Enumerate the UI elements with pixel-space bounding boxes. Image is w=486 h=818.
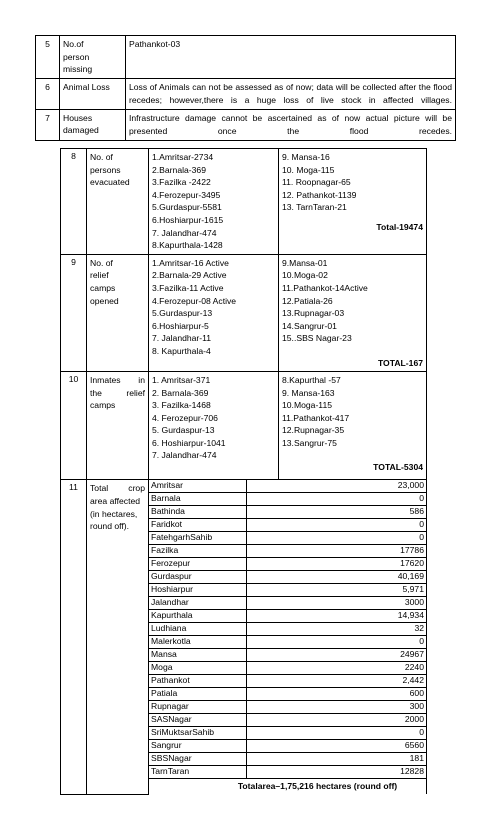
list-item: 3.Fazilka -2422 <box>152 177 211 188</box>
table-row <box>36 109 456 140</box>
row-label-line: relief <box>90 270 109 281</box>
row-detail: Pathankot-03 <box>126 36 456 79</box>
row-total: TOTAL-167 <box>377 357 423 368</box>
district-value: 3000 <box>246 597 426 610</box>
table-row <box>61 149 427 255</box>
district-name: Rupnagar <box>149 701 246 714</box>
row-detail: Loss of Animals can not be assessed as of now; data will be collected after the flood recedes; however,there is a huge loss of live stock in affected villages. <box>126 78 456 109</box>
row-number: 5 <box>36 36 60 79</box>
table-row <box>61 371 427 480</box>
district-value: 2,442 <box>246 675 426 688</box>
district-value: 0 <box>246 493 426 506</box>
district-name: SriMuktsarSahib <box>149 727 246 740</box>
district-name: SASNagar <box>149 714 246 727</box>
list-item: 8.Kapurthal -57 <box>282 374 341 385</box>
table-row <box>149 545 426 558</box>
row-label <box>60 36 126 79</box>
list-item: 7. Jalandhar-11 <box>152 333 212 344</box>
list-item: 8.Kapurthala-1428 <box>152 240 223 251</box>
district-value: 0 <box>246 727 426 740</box>
row-number: 7 <box>36 109 60 140</box>
row-label-line: area affected <box>90 496 141 507</box>
row-number: 10 <box>61 371 87 480</box>
row-detail: Infrastructure damage cannot be ascertained as of now actual picture will be presented once the flood recedes. <box>126 109 456 140</box>
list-item: 2. Barnala-369 <box>152 387 209 398</box>
district-value: 40,169 <box>246 571 426 584</box>
table-row <box>149 571 426 584</box>
row-label <box>60 109 126 140</box>
district-value: 5,971 <box>246 584 426 597</box>
list-item: 5. Gurdaspur-13 <box>152 425 215 436</box>
row-label-line: opened <box>90 295 119 306</box>
district-name: Jalandhar <box>149 597 246 610</box>
list-item: 9. Mansa-16 <box>282 152 330 162</box>
district-name: Ferozepur <box>149 558 246 571</box>
crop-area-table <box>149 480 426 779</box>
district-list-right <box>279 149 427 255</box>
list-item: 5.Gurdaspur-13 <box>152 308 213 319</box>
row-label-line: Houses <box>63 112 93 123</box>
row-label-line: (in hectares, <box>90 508 138 519</box>
table-row <box>149 675 426 688</box>
table-row <box>149 636 426 649</box>
row-label-line: the relief <box>90 387 145 398</box>
district-value: 24967 <box>246 649 426 662</box>
district-value: 181 <box>246 753 426 766</box>
row-label-line: damaged <box>63 125 99 136</box>
list-item: 7. Jalandhar-474 <box>152 450 217 461</box>
table-row <box>149 649 426 662</box>
table-row <box>149 532 426 545</box>
row-number: 9 <box>61 254 87 371</box>
district-name: Pathankot <box>149 675 246 688</box>
district-value: 6560 <box>246 740 426 753</box>
district-name: Sangrur <box>149 740 246 753</box>
list-item: 12.Rupnagar-35 <box>282 425 345 436</box>
list-item: 13.Sangrur-75 <box>282 437 337 448</box>
list-item: 1. Amritsar-371 <box>152 374 211 385</box>
list-item: 7. Jalandhar-474 <box>152 227 217 238</box>
list-item: 10.Moga-115 <box>282 400 333 411</box>
list-item: 9. Mansa-163 <box>282 387 335 398</box>
row-label-line: No.of <box>63 39 84 49</box>
list-item: 14.Sangrur-01 <box>282 320 337 331</box>
district-value: 2240 <box>246 662 426 675</box>
district-value: 17786 <box>246 545 426 558</box>
table-row <box>149 597 426 610</box>
list-item: 3. Fazilka-1468 <box>152 400 211 411</box>
row-label <box>87 371 149 480</box>
list-item: 11. Roopnagar-65 <box>282 177 351 188</box>
list-item: 4. Ferozepur-706 <box>152 412 218 423</box>
table-row <box>149 688 426 701</box>
row-number: 8 <box>61 149 87 255</box>
district-list-left <box>149 149 279 255</box>
row-number: 6 <box>36 78 60 109</box>
district-list-right <box>279 254 427 371</box>
table-row <box>149 584 426 597</box>
district-name: Patiala <box>149 688 246 701</box>
district-name: Hoshiarpur <box>149 584 246 597</box>
district-value: 32 <box>246 623 426 636</box>
table-row <box>149 610 426 623</box>
district-name: Malerkotla <box>149 636 246 649</box>
list-item: 9.Mansa-01 <box>282 257 328 268</box>
list-item: 6.Hoshiarpur-5 <box>152 320 209 331</box>
list-item: 10. Moga-115 <box>282 164 335 175</box>
list-item: 2.Barnala-29 Active <box>152 270 227 281</box>
list-item: 11.Pathankot-14Active <box>282 282 368 293</box>
district-value: 12828 <box>246 766 426 779</box>
row-label-line: Animal Loss <box>63 81 110 92</box>
row-number: 11 <box>61 480 87 795</box>
row-label <box>87 480 149 795</box>
district-name: TarnTaran <box>149 766 246 779</box>
row-label-line: Total crop <box>90 483 145 494</box>
row-label-line: Inmates in <box>90 374 145 385</box>
list-item: 12.Patiala-26 <box>282 295 333 306</box>
list-item: 15..SBS Nagar-23 <box>282 333 352 344</box>
district-value: 586 <box>246 506 426 519</box>
district-value: 14,934 <box>246 610 426 623</box>
row-total: Total-19474 <box>376 221 423 232</box>
district-name: Kapurthala <box>149 610 246 623</box>
table-row <box>61 254 427 371</box>
list-item: 13. TarnTaran-21 <box>282 202 347 213</box>
district-list-right <box>279 371 427 480</box>
row-label <box>87 254 149 371</box>
list-item: 5.Gurdaspur-5581 <box>152 202 222 213</box>
table-row <box>149 753 426 766</box>
district-list-left <box>149 254 279 371</box>
district-value: 0 <box>246 636 426 649</box>
table-row <box>149 558 426 571</box>
row-total: TOTAL-5304 <box>373 462 423 473</box>
district-name: Fazilka <box>149 545 246 558</box>
row-label-line: No. of <box>90 257 113 268</box>
table-row <box>61 480 427 795</box>
district-name: Gurdaspur <box>149 571 246 584</box>
row-label-line: person <box>63 51 90 62</box>
district-value: 0 <box>246 519 426 532</box>
district-name: SBSNagar <box>149 753 246 766</box>
table-row <box>149 714 426 727</box>
district-name: Amritsar <box>149 480 246 493</box>
row-label-line: round off). <box>90 521 130 532</box>
district-value: 23,000 <box>246 480 426 493</box>
table-row <box>149 506 426 519</box>
district-name: Mansa <box>149 649 246 662</box>
list-item: 1.Amritsar-16 Active <box>152 257 229 268</box>
row-label-line: persons <box>90 164 121 175</box>
table-row <box>149 701 426 714</box>
table-row <box>149 766 426 779</box>
table-row <box>36 78 456 109</box>
table-row <box>149 662 426 675</box>
row-label-line: camps <box>90 400 116 411</box>
list-item: 6. Hoshiarpur-1041 <box>152 437 226 448</box>
list-item: 1.Amritsar-2734 <box>152 152 214 162</box>
district-value: 0 <box>246 532 426 545</box>
row-label-line: No. of <box>90 152 113 162</box>
list-item: 4.Ferozepur-08 Active <box>152 295 237 306</box>
row-label-line: evacuated <box>90 177 130 188</box>
table-row <box>149 727 426 740</box>
status-table-lower <box>60 148 427 795</box>
list-item: 6.Hoshiarpur-1615 <box>152 214 224 225</box>
table-row <box>36 36 456 79</box>
list-item: 4.Ferozepur-3495 <box>152 189 221 200</box>
district-list-left <box>149 371 279 480</box>
list-item: 3.Fazilka-11 Active <box>152 282 224 293</box>
table-row <box>149 623 426 636</box>
table-row <box>149 480 426 493</box>
district-value: 300 <box>246 701 426 714</box>
district-value: 600 <box>246 688 426 701</box>
row-label-line: camps <box>90 282 116 293</box>
district-name: Barnala <box>149 493 246 506</box>
row-label-line: missing <box>63 64 93 75</box>
table-row <box>149 519 426 532</box>
district-value: 2000 <box>246 714 426 727</box>
district-name: Moga <box>149 662 246 675</box>
district-name: Bathinda <box>149 506 246 519</box>
crop-total: Totalarea–1,75,216 hectares (round off) <box>237 781 398 792</box>
district-name: Ludhiana <box>149 623 246 636</box>
table-row <box>149 493 426 506</box>
row-label <box>60 78 126 109</box>
crop-area-cell <box>149 480 427 795</box>
district-name: FatehgarhSahib <box>149 532 246 545</box>
list-item: 8. Kapurthala-4 <box>152 345 211 356</box>
row-label <box>87 149 149 255</box>
list-item: 10.Moga-02 <box>282 270 328 281</box>
table-row <box>149 740 426 753</box>
list-item: 13.Rupnagar-03 <box>282 308 345 319</box>
district-value: 17620 <box>246 558 426 571</box>
status-table-upper <box>35 35 456 141</box>
list-item: 12. Pathankot-1139 <box>282 189 357 200</box>
district-name: Faridkot <box>149 519 246 532</box>
list-item: 11.Pathankot-417 <box>282 412 350 423</box>
list-item: 2.Barnala-369 <box>152 164 206 175</box>
